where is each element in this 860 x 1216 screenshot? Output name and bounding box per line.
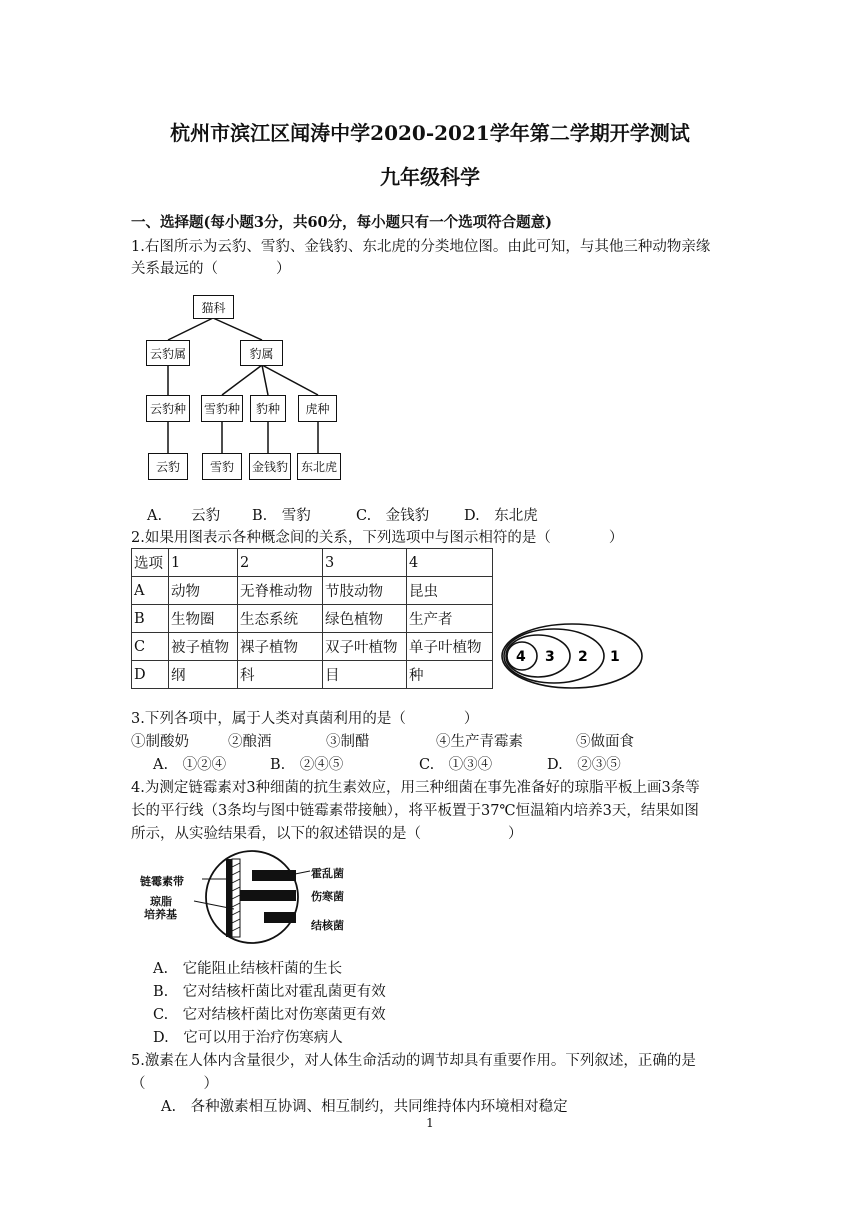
agar-plate-drawing bbox=[140, 845, 380, 950]
q3-option-c: C. ①③④ bbox=[419, 757, 493, 773]
table-row bbox=[132, 661, 493, 689]
table-header-cell: 选项 bbox=[132, 549, 169, 577]
table-cell: 目 bbox=[323, 661, 407, 689]
table-header-row bbox=[132, 549, 493, 577]
table-cell: 生产者 bbox=[407, 605, 493, 633]
q5-stem-line1: 5.激素在人体内含量很少，对人体生命活动的调节却具有重要作用。下列叙述，正确的是 bbox=[131, 1053, 696, 1069]
q4-option-d: D. 它可以用于治疗伤寒病人 bbox=[153, 1030, 343, 1046]
table-cell: 种 bbox=[407, 661, 493, 689]
table-cell: 被子植物 bbox=[169, 633, 238, 661]
node-animal-4: 东北虎 bbox=[297, 453, 341, 480]
q2-stem: 2.如果用图表示各种概念间的关系，下列选项中与图示相符的是（ ） bbox=[131, 530, 624, 546]
page-number: 1 bbox=[426, 1116, 434, 1130]
label-typhoid: 伤寒菌 bbox=[311, 890, 344, 903]
table-cell: 裸子植物 bbox=[238, 633, 323, 661]
node-family: 猫科 bbox=[193, 295, 234, 319]
node-species-2: 雪豹种 bbox=[201, 395, 243, 422]
label-streptomycin-band: 链霉素带 bbox=[140, 875, 184, 888]
q1-stem-line2: 关系最远的（ ） bbox=[131, 261, 291, 277]
q2-table bbox=[131, 548, 493, 689]
q4-stem-line3: 所示，从实验结果看，以下的叙述错误的是（ ） bbox=[131, 826, 523, 842]
classification-diagram bbox=[130, 285, 370, 490]
table-header-cell: 2 bbox=[238, 549, 323, 577]
node-animal-3: 金钱豹 bbox=[249, 453, 291, 480]
node-species-1: 云豹种 bbox=[146, 395, 190, 422]
node-genus-left: 云豹属 bbox=[146, 340, 190, 366]
q3-option-a: A. ①②④ bbox=[153, 757, 227, 773]
table-cell: 生态系统 bbox=[238, 605, 323, 633]
ellipse-label-2: 2 bbox=[578, 649, 588, 665]
q3-item-4: ④生产青霉素 bbox=[436, 734, 523, 750]
q3-stem: 3.下列各项中，属于人类对真菌利用的是（ ） bbox=[131, 711, 479, 727]
q3-item-5: ⑤做面食 bbox=[576, 734, 634, 750]
table-cell: 生物圈 bbox=[169, 605, 238, 633]
q1-option-b: B. 雪豹 bbox=[252, 508, 311, 524]
q4-stem-line1: 4.为测定链霉素对3种细菌的抗生素效应，用三种细菌在事先准备好的琼脂平板上画3条等 bbox=[131, 780, 700, 796]
q5-stem-line2: （ ） bbox=[131, 1076, 218, 1092]
label-cholera: 霍乱菌 bbox=[311, 867, 344, 880]
q4-stem-line2: 长的平行线（3条均与图中链霉素带接触），将平板置于37℃恒温箱内培养3天，结果如图 bbox=[131, 803, 699, 819]
page-subtitle: 九年级科学 bbox=[380, 165, 480, 189]
q3-option-d: D. ②③⑤ bbox=[547, 757, 621, 773]
q1-stem-line1: 1.右图所示为云豹、雪豹、金钱豹、东北虎的分类地位图。由此可知，与其他三种动物亲缘 bbox=[131, 239, 711, 255]
table-cell: 动物 bbox=[169, 577, 238, 605]
ellipse-label-4: 4 bbox=[516, 649, 526, 665]
node-genus-right: 豹属 bbox=[240, 340, 283, 366]
table-cell: 双子叶植物 bbox=[323, 633, 407, 661]
ellipse-label-3: 3 bbox=[545, 649, 555, 665]
label-tuberculosis: 结核菌 bbox=[311, 919, 344, 932]
table-cell: B bbox=[132, 605, 169, 633]
cholera-streak bbox=[252, 870, 296, 881]
table-row bbox=[132, 633, 493, 661]
q1-option-c: C. 金钱豹 bbox=[356, 508, 430, 524]
q1-option-a: A. 云豹 bbox=[147, 508, 221, 524]
node-species-4: 虎种 bbox=[298, 395, 337, 422]
typhoid-streak bbox=[240, 890, 296, 901]
table-header-cell: 1 bbox=[169, 549, 238, 577]
q1-option-d: D. 东北虎 bbox=[464, 508, 538, 524]
q5-option-a: A. 各种激素相互协调、相互制约，共同维持体内环境相对稳定 bbox=[161, 1099, 568, 1115]
table-row bbox=[132, 605, 493, 633]
q3-item-2: ②酿酒 bbox=[228, 734, 272, 750]
label-agar-1: 琼脂 bbox=[150, 895, 172, 908]
table-cell: A bbox=[132, 577, 169, 605]
table-cell: C bbox=[132, 633, 169, 661]
page-title: 杭州市滨江区闻涛中学2020-2021学年第二学期开学测试 bbox=[170, 121, 690, 145]
table-header-cell: 3 bbox=[323, 549, 407, 577]
concept-ellipse-diagram bbox=[498, 621, 646, 691]
label-agar-2: 培养基 bbox=[144, 908, 177, 921]
table-cell: 纲 bbox=[169, 661, 238, 689]
q3-option-b: B. ②④⑤ bbox=[270, 757, 344, 773]
table-cell: 昆虫 bbox=[407, 577, 493, 605]
node-species-3: 豹种 bbox=[250, 395, 286, 422]
streptomycin-band bbox=[226, 859, 232, 937]
table-cell: 单子叶植物 bbox=[407, 633, 493, 661]
table-row bbox=[132, 577, 493, 605]
table-cell: 节肢动物 bbox=[323, 577, 407, 605]
section-heading: 一、选择题(每小题3分，共60分，每小题只有一个选项符合题意) bbox=[131, 214, 552, 231]
tuberculosis-streak bbox=[264, 912, 296, 923]
table-cell: 科 bbox=[238, 661, 323, 689]
table-header-cell: 4 bbox=[407, 549, 493, 577]
q4-option-a: A. 它能阻止结核杆菌的生长 bbox=[153, 961, 343, 977]
q4-option-c: C. 它对结核杆菌比对伤寒菌更有效 bbox=[153, 1007, 386, 1023]
node-animal-2: 雪豹 bbox=[202, 453, 242, 480]
ellipse-label-1: 1 bbox=[610, 649, 620, 665]
table-cell: 无脊椎动物 bbox=[238, 577, 323, 605]
q3-item-1: ①制酸奶 bbox=[131, 734, 189, 750]
q3-item-3: ③制醋 bbox=[326, 734, 370, 750]
q4-option-b: B. 它对结核杆菌比对霍乱菌更有效 bbox=[153, 984, 386, 1000]
table-cell: 绿色植物 bbox=[323, 605, 407, 633]
agar-plate-figure bbox=[140, 845, 380, 950]
table-cell: D bbox=[132, 661, 169, 689]
node-animal-1: 云豹 bbox=[148, 453, 188, 480]
